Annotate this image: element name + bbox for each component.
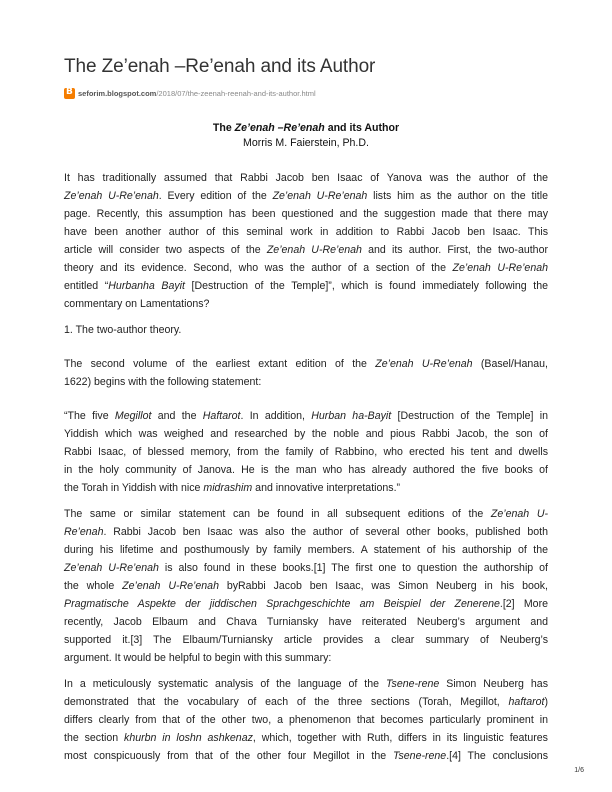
- text-line: Re’enah. Rabbi Jacob ben Isaac was also the author of several other books, published both: [64, 526, 548, 538]
- source-link[interactable]: [64, 88, 316, 99]
- text-line: Yiddish which was weighed and researched by the noble and pious Rabbi Jacob, the son of: [64, 428, 548, 440]
- text-line: have been another author of this seminal work in addition to Rabbi Jacob ben Isaac. This: [64, 226, 548, 238]
- source-domain[interactable]: seforim.blogspot.com: [78, 89, 157, 98]
- text-line: Pragmatische Aspekte der jiddischen Sprachgeschichte am Beispiel der Zenerene.[2] More: [64, 598, 548, 610]
- text-line: Ze’enah U-Re’enah. Every edition of the Ze’enah U-Re’enah lists him as the author on the title: [64, 190, 548, 202]
- text-line: recently, Jacob Elbaum and Chava Turniansky have reiterated Neuberg’s argument and: [64, 616, 548, 628]
- text-line: In a meticulously systematic analysis of the language of the Tsene-rene Simon Neuberg has: [64, 678, 548, 690]
- page-title: The Ze’enah –Re’enah and its Author: [64, 56, 376, 77]
- text-line: The same or similar statement can be found in all subsequent editions of the Ze’enah U-: [64, 508, 549, 520]
- text-line: “The five Megillot and the Haftarot. In addition, Hurban ha-Bayit [Destruction of the Temple] in: [64, 410, 548, 422]
- text-line: theory and its evidence. Second, who was the author of a section of the Ze’enah U-Re’enah: [64, 262, 548, 274]
- text-line: Ze’enah U-Re’enah is also found in these books.[1] The first one to question the authorship of: [64, 562, 548, 574]
- text-line: supported it.[3] The Elbaum/Turniansky article provides a clear summary of Neuberg’s: [64, 634, 548, 646]
- text-line: during his lifetime and posthumously by family members. A statement of his authorship of the: [64, 544, 548, 556]
- text-line: page. Recently, this assumption has been questioned and the suggestion made that there may: [64, 208, 548, 220]
- blogger-icon: [64, 88, 75, 99]
- text-line: most conspicuously from that of the other four Megillot in the Tsene-rene.[4] The conclusions: [64, 750, 548, 762]
- text-line: the whole Ze’enah U-Re’enah byRabbi Jacob ben Isaac, was Simon Neuberg in his book,: [64, 580, 548, 592]
- text-line: in the holy community of Janova. He is the man who has already authored the five books of: [64, 464, 548, 476]
- article-author: Morris M. Faierstein, Ph.D.: [243, 137, 369, 149]
- text-line: demonstrated that the vocabulary of each of the three sections (Torah, Megillot, haftarot): [64, 696, 548, 708]
- text-line: entitled “Hurbanha Bayit [Destruction of the Temple]”, which is found immediately following the: [64, 280, 548, 292]
- paragraph-subsequent-editions: [64, 505, 548, 667]
- section-heading-two-author-theory: [64, 321, 548, 339]
- text-line: the section khurbn in loshn ashkenaz, which, together with Ruth, differs in its linguistic features: [64, 732, 548, 744]
- paragraph-neuberg-analysis: [64, 675, 548, 765]
- text-line: commentary on Lamentations?: [64, 298, 210, 310]
- text-line: Rabbi Isaac, of blessed memory, from the family of Rabbino, who erected his tent and dwells: [64, 446, 548, 458]
- paragraph-second-volume: [64, 355, 548, 391]
- page-number: 1/6: [574, 767, 584, 774]
- article-title: The Ze’enah –Re’enah and its Author: [212, 122, 400, 134]
- text-line: the Torah in Yiddish with nice midrashim and innovative interpretations.”: [64, 482, 401, 494]
- source-path[interactable]: /2018/07/the-zeenah-reenah-and-its-author.html: [156, 89, 316, 98]
- paragraph-intro: [64, 169, 548, 313]
- text-line: 1622) begins with the following statement:: [64, 376, 262, 388]
- text-line: article will consider two aspects of the Ze’enah U-Re’enah and its author. First, the two-author: [64, 244, 548, 256]
- text-line: differs clearly from that of the other two, a phenomenon that becomes particularly prominent in: [64, 714, 548, 726]
- text-line: 1. The two-author theory.: [64, 324, 182, 336]
- text-line: It has traditionally assumed that Rabbi Jacob ben Isaac of Yanova was the author of the: [64, 172, 548, 184]
- text-line: argument. It would be helpful to begin with this summary:: [64, 652, 332, 664]
- paragraph-quote: [64, 407, 548, 497]
- text-line: The second volume of the earliest extant edition of the Ze’enah U-Re’enah (Basel/Hanau,: [64, 358, 548, 370]
